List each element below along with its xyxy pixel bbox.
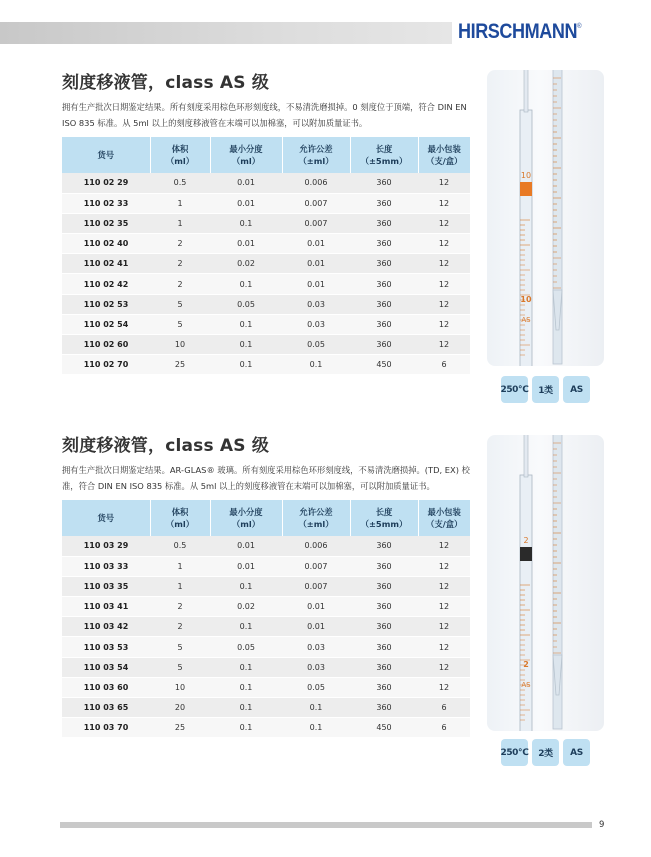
pipette-photo-2 [487, 435, 604, 731]
section-description: 拥有生产批次日期鉴定结果。所有刻度采用棕色环形刻度线，不易清洗磨损掉。0 刻度位于顶端，符合 DIN EN ISO 835 标准。从 5ml 以上的刻度移液管在末端可以加棉塞，可以附加质量证书。 [62, 102, 467, 128]
table-cell: 5 [150, 294, 210, 314]
table-cell: 360 [350, 213, 418, 233]
table-cell: 0.1 [210, 314, 282, 334]
table-cell: 0.03 [282, 657, 350, 677]
brand-logo: HIRSCHMANN® [458, 20, 582, 43]
pipette-illustration [487, 435, 604, 731]
table-cell: 0.01 [282, 597, 350, 617]
table-cell: 25 [150, 718, 210, 738]
column-header: 最小包装 （支/盒） [418, 137, 470, 173]
item-code: 110 03 53 [62, 637, 150, 657]
table-cell: 12 [418, 193, 470, 213]
item-code: 110 03 60 [62, 677, 150, 697]
table-cell: 360 [350, 193, 418, 213]
table-cell: 12 [418, 173, 470, 193]
color-code-band [520, 182, 532, 196]
table-cell: 360 [350, 335, 418, 355]
column-header: 最小分度 （ml） [210, 500, 282, 536]
item-code: 110 02 35 [62, 213, 150, 233]
table-cell: 0.1 [210, 576, 282, 596]
table-cell: 0.1 [210, 335, 282, 355]
table-cell: 0.1 [210, 355, 282, 375]
column-header: 最小分度 （ml） [210, 137, 282, 173]
table-cell: 0.1 [282, 698, 350, 718]
item-code: 110 02 42 [62, 274, 150, 294]
footer-bar [60, 822, 592, 828]
table-cell: 450 [350, 718, 418, 738]
table-cell: 6 [418, 698, 470, 718]
column-header: 长度 （±5mm） [350, 137, 418, 173]
column-header: 体积 （ml） [150, 137, 210, 173]
table-cell: 0.1 [210, 213, 282, 233]
table-cell: 20 [150, 698, 210, 718]
section-title: 刻度移液管，class AS 级 [62, 436, 270, 456]
table-body [62, 173, 470, 375]
table-row [62, 274, 470, 294]
table-cell: 360 [350, 294, 418, 314]
table-cell: 0.05 [282, 335, 350, 355]
table-cell: 12 [418, 556, 470, 576]
table-cell: 0.01 [210, 193, 282, 213]
pipette-label: 10 [520, 171, 532, 180]
table-row [62, 335, 470, 355]
table-row [62, 617, 470, 637]
table-header-row [62, 500, 470, 536]
table-cell: 12 [418, 617, 470, 637]
pipette-mouthpiece [524, 435, 528, 477]
table-cell: 0.1 [282, 718, 350, 738]
table-cell: 0.03 [282, 314, 350, 334]
table-cell: 6 [418, 718, 470, 738]
table-cell: 0.1 [282, 355, 350, 375]
table-cell: 12 [418, 294, 470, 314]
pipette-label: 2 [523, 536, 529, 545]
column-header: 允许公差 （±ml） [282, 137, 350, 173]
pipette-label: AS [521, 316, 531, 324]
table-cell: 12 [418, 335, 470, 355]
feature-badges [501, 739, 590, 766]
grade-badge: AS [563, 376, 590, 403]
table-row [62, 254, 470, 274]
table-cell: 360 [350, 576, 418, 596]
temperature-badge: 250℃ [501, 376, 528, 403]
pipette-label: 2 [523, 660, 529, 669]
table-cell: 12 [418, 576, 470, 596]
item-code: 110 03 35 [62, 576, 150, 596]
table-cell: 360 [350, 274, 418, 294]
section-description: 拥有生产批次日期鉴定结果。AR-GLAS® 玻璃。所有刻度采用棕色环形刻度线，不易清洗磨损掉。(TD, EX) 校准，符合 DIN EN ISO 835 标准。从 5ml 以上的刻度移液管在末端可以加棉塞，可以附加质量证书。 [62, 465, 470, 491]
class-badge: 2类 [532, 739, 559, 766]
table-cell: 1 [150, 193, 210, 213]
table-cell: 360 [350, 254, 418, 274]
section-class-as-1 [62, 68, 472, 375]
table-cell: 0.1 [210, 657, 282, 677]
table-cell: 5 [150, 657, 210, 677]
section-title: 刻度移液管，class AS 级 [62, 73, 270, 93]
column-header: 长度 （±5mm） [350, 500, 418, 536]
table-cell: 2 [150, 597, 210, 617]
table-cell: 0.03 [282, 294, 350, 314]
table-row [62, 234, 470, 254]
table-row [62, 677, 470, 697]
table-cell: 360 [350, 314, 418, 334]
table-cell: 0.01 [282, 234, 350, 254]
table-cell: 360 [350, 677, 418, 697]
grade-badge: AS [563, 739, 590, 766]
table-cell: 360 [350, 234, 418, 254]
spec-table [62, 137, 470, 375]
table-row [62, 576, 470, 596]
table-cell: 12 [418, 314, 470, 334]
column-header: 最小包装 （支/盒） [418, 500, 470, 536]
item-code: 110 02 33 [62, 193, 150, 213]
table-cell: 0.01 [210, 173, 282, 193]
table-row [62, 294, 470, 314]
table-cell: 0.1 [210, 617, 282, 637]
item-code: 110 02 54 [62, 314, 150, 334]
table-row [62, 314, 470, 334]
table-cell: 2 [150, 254, 210, 274]
table-cell: 5 [150, 314, 210, 334]
class-badge: 1类 [532, 376, 559, 403]
table-cell: 0.007 [282, 193, 350, 213]
table-row [62, 657, 470, 677]
table-cell: 0.1 [210, 274, 282, 294]
pipette-illustration [487, 70, 604, 366]
table-cell: 0.007 [282, 556, 350, 576]
table-body [62, 536, 470, 738]
table-cell: 1 [150, 556, 210, 576]
table-row [62, 213, 470, 233]
header-bar [0, 22, 452, 44]
table-cell: 12 [418, 677, 470, 697]
item-code: 110 02 29 [62, 173, 150, 193]
table-cell: 360 [350, 657, 418, 677]
table-cell: 12 [418, 597, 470, 617]
feature-badges [501, 376, 590, 403]
table-row [62, 355, 470, 375]
pipette-label: AS [521, 681, 531, 689]
table-cell: 6 [418, 355, 470, 375]
table-cell: 0.5 [150, 536, 210, 556]
item-code: 110 03 29 [62, 536, 150, 556]
table-cell: 5 [150, 637, 210, 657]
table-cell: 0.5 [150, 173, 210, 193]
table-cell: 0.02 [210, 254, 282, 274]
table-row [62, 536, 470, 556]
table-cell: 0.01 [210, 536, 282, 556]
foreground-pipette [520, 110, 532, 366]
table-cell: 0.02 [210, 597, 282, 617]
table-cell: 360 [350, 617, 418, 637]
table-cell: 0.006 [282, 173, 350, 193]
table-cell: 1 [150, 576, 210, 596]
item-code: 110 03 33 [62, 556, 150, 576]
column-header: 货号 [62, 500, 150, 536]
item-code: 110 02 70 [62, 355, 150, 375]
column-header: 允许公差 （±ml） [282, 500, 350, 536]
table-cell: 0.007 [282, 213, 350, 233]
item-code: 110 03 70 [62, 718, 150, 738]
table-row [62, 698, 470, 718]
table-cell: 0.01 [282, 617, 350, 637]
table-cell: 10 [150, 335, 210, 355]
table-cell: 12 [418, 657, 470, 677]
table-cell: 0.1 [210, 718, 282, 738]
table-cell: 360 [350, 556, 418, 576]
table-cell: 12 [418, 213, 470, 233]
table-cell: 450 [350, 355, 418, 375]
column-header: 体积 （ml） [150, 500, 210, 536]
table-cell: 2 [150, 234, 210, 254]
temperature-badge: 250℃ [501, 739, 528, 766]
table-row [62, 173, 470, 193]
table-row [62, 556, 470, 576]
column-header: 货号 [62, 137, 150, 173]
table-cell: 0.01 [210, 556, 282, 576]
table-cell: 0.007 [282, 576, 350, 596]
table-cell: 0.01 [282, 254, 350, 274]
table-cell: 25 [150, 355, 210, 375]
item-code: 110 03 41 [62, 597, 150, 617]
table-cell: 360 [350, 597, 418, 617]
table-cell: 360 [350, 536, 418, 556]
color-code-band [520, 547, 532, 561]
table-cell: 0.03 [282, 637, 350, 657]
table-cell: 0.1 [210, 677, 282, 697]
table-cell: 0.006 [282, 536, 350, 556]
item-code: 110 02 53 [62, 294, 150, 314]
foreground-pipette [520, 475, 532, 731]
table-cell: 12 [418, 274, 470, 294]
page-number: 9 [599, 820, 605, 830]
pipette-label: 10 [520, 295, 532, 304]
table-cell: 12 [418, 637, 470, 657]
table-header-row [62, 137, 470, 173]
table-cell: 12 [418, 234, 470, 254]
item-code: 110 03 54 [62, 657, 150, 677]
table-cell: 0.05 [210, 294, 282, 314]
table-cell: 0.05 [282, 677, 350, 697]
item-code: 110 02 40 [62, 234, 150, 254]
table-cell: 0.01 [282, 274, 350, 294]
table-cell: 360 [350, 637, 418, 657]
table-cell: 2 [150, 617, 210, 637]
table-cell: 10 [150, 677, 210, 697]
item-code: 110 03 65 [62, 698, 150, 718]
table-row [62, 637, 470, 657]
table-row [62, 718, 470, 738]
section-class-as-2 [62, 431, 472, 738]
table-cell: 360 [350, 698, 418, 718]
table-cell: 0.1 [210, 698, 282, 718]
item-code: 110 03 42 [62, 617, 150, 637]
spec-table [62, 500, 470, 738]
table-cell: 0.05 [210, 637, 282, 657]
table-cell: 0.01 [210, 234, 282, 254]
table-cell: 12 [418, 254, 470, 274]
table-cell: 12 [418, 536, 470, 556]
table-cell: 360 [350, 173, 418, 193]
table-cell: 2 [150, 274, 210, 294]
item-code: 110 02 41 [62, 254, 150, 274]
table-cell: 1 [150, 213, 210, 233]
item-code: 110 02 60 [62, 335, 150, 355]
table-row [62, 193, 470, 213]
pipette-mouthpiece [524, 70, 528, 112]
pipette-photo-1 [487, 70, 604, 366]
table-row [62, 597, 470, 617]
